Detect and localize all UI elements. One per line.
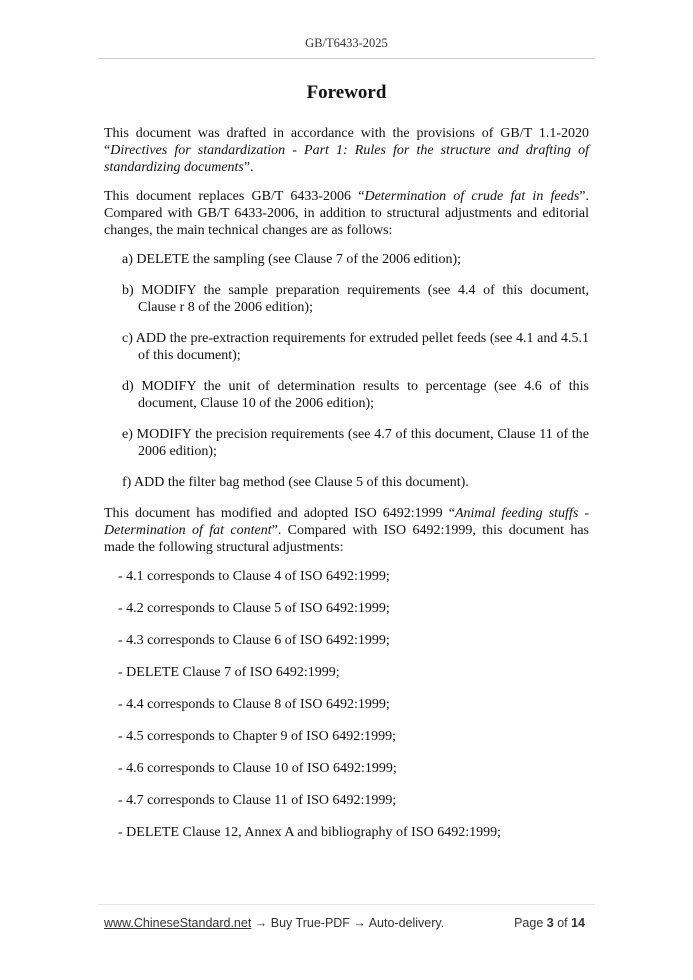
adjustment-item: - 4.2 corresponds to Clause 5 of ISO 6492:1999; <box>118 601 390 616</box>
header-divider <box>98 58 595 59</box>
adjustment-item: - 4.1 corresponds to Clause 4 of ISO 6492:1999; <box>118 569 390 584</box>
change-item: a) DELETE the sampling (see Clause 7 of the 2006 edition); <box>122 252 462 267</box>
para1-text-start: This document was drafted in accordance with the provisions of GB/T 1.1-2020 “ <box>104 126 589 158</box>
page-number <box>514 916 585 930</box>
footer-promo <box>104 916 444 930</box>
footer-divider <box>98 904 595 905</box>
page-current: 3 <box>546 916 554 930</box>
adjustment-item: - 4.7 corresponds to Clause 11 of ISO 6492:1999; <box>118 793 397 808</box>
change-item: f) ADD the filter bag method (see Clause 5 of this document). <box>122 475 469 490</box>
intro-paragraph <box>104 125 589 176</box>
para2-italic-title: Determination of crude fat in feeds <box>364 189 580 204</box>
adjustment-item: - DELETE Clause 12, Annex A and bibliography of ISO 6492:1999; <box>118 825 502 840</box>
change-item: e) MODIFY the precision requirements (see 4.7 of this document, Clause 11 of the 2006 edition); <box>122 427 589 459</box>
change-item: b) MODIFY the sample preparation requirements (see 4.4 of this document, Clause r 8 of the 2006 edition); <box>122 283 589 315</box>
technical-changes-list <box>104 251 589 491</box>
change-item: c) ADD the pre-extraction requirements for extruded pellet feeds (see 4.1 and 4.5.1 of this document); <box>122 331 589 363</box>
adjustment-item: - 4.5 corresponds to Chapter 9 of ISO 6492:1999; <box>118 729 397 744</box>
page-label: Page <box>514 916 547 930</box>
para2-text-start: This document replaces GB/T 6433-2006 “ <box>104 189 365 204</box>
adjustment-item: - 4.3 corresponds to Clause 6 of ISO 6492:1999; <box>118 633 390 648</box>
of-label: of <box>553 916 572 930</box>
adoption-paragraph <box>104 505 589 556</box>
adjustment-item: - DELETE Clause 7 of ISO 6492:1999; <box>118 665 340 680</box>
para1-italic-title: Directives for standardization - Part 1: Rules for the structure and drafting of standardizing documents <box>104 143 589 175</box>
header-doc-code: GB/T6433-2025 <box>305 36 388 50</box>
foreword-body <box>104 125 589 856</box>
page-title: Foreword <box>306 82 387 103</box>
para3-italic-title: Animal feeding stuffs - Determination of fat content <box>104 506 589 538</box>
adjustment-item: - 4.6 corresponds to Clause 10 of ISO 6492:1999; <box>118 761 397 776</box>
structural-adjustments-list <box>104 568 589 841</box>
adjustment-item: - 4.4 corresponds to Clause 8 of ISO 6492:1999; <box>118 697 390 712</box>
change-item: d) MODIFY the unit of determination results to percentage (see 4.6 of this document, Clause 10 of the 2006 edition); <box>122 379 589 411</box>
para1-text-end: ”. <box>243 160 254 175</box>
para2-text-end: ”. Compared with GB/T 6433-2006, in addition to structural adjustments and editorial changes, the main technical changes are as follows: <box>104 189 590 238</box>
site-link[interactable]: www.ChineseStandard.net <box>104 916 252 930</box>
footer-tagline: → Buy True-PDF → Auto-delivery. <box>251 916 445 930</box>
para3-text-end: ”. Compared with ISO 6492:1999, this document has made the following structural adjustments: <box>104 523 590 555</box>
page-total: 14 <box>571 916 585 930</box>
para3-text-start: This document has modified and adopted ISO 6492:1999 “ <box>104 506 455 521</box>
replaces-paragraph <box>104 188 589 239</box>
